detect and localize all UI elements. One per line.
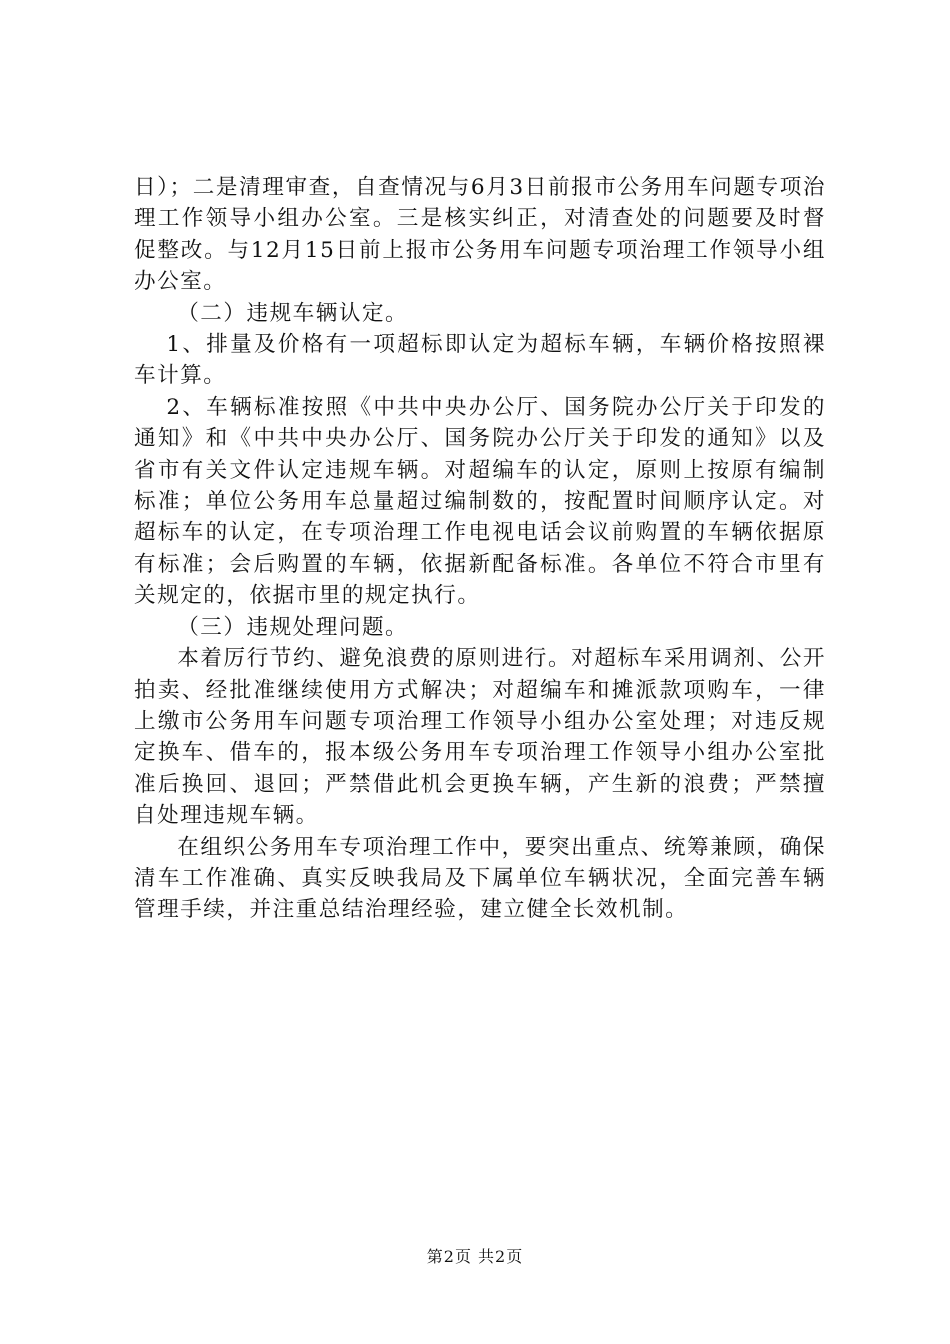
document-body [134, 172, 826, 926]
section-heading-3: （三）违规处理问题。 [177, 614, 409, 640]
paragraph-item-1: 1、排量及价格有一项超标即认定为超标车辆，车辆价格按照裸车计算。 [134, 332, 826, 389]
page-footer: 第2页 共2页 [426, 1247, 524, 1266]
section-heading-2: （二）违规车辆认定。 [177, 300, 409, 326]
paragraph-continued: 日）；二是清理审查，自查情况与6月3日前报市公务用车问题专项治理工作领导小组办公室。三是核实纠正，对清查处的问题要及时督促整改。与12月15日前上报市公务用车问题专项治理工作领导小组办公室。 [134, 175, 826, 295]
paragraph-item-2: 2、车辆标准按照《中共中央办公厅、国务院办公厅关于印发的通知》和《中共中央办公厅、国务院办公厅关于印发的通知》以及省市有关文件认定违规车辆。对超编车的认定，原则上按原有编制标准；单位公务用车总量超过编制数的，按配置时间顺序认定。对超标车的认定，在专项治理工作电视电话会议前购置的车辆依据原有标准；会后购置的车辆，依据新配备标准。各单位不符合市里有关规定的，依据市里的规定执行。 [134, 394, 826, 609]
paragraph-conclusion: 在组织公务用车专项治理工作中，要突出重点、统筹兼顾，确保清车工作准确、真实反映我局及下属单位车辆状况，全面完善车辆管理手续，并注重总结治理经验，建立健全长效机制。 [134, 834, 826, 923]
paragraph-handling: 本着厉行节约、避免浪费的原则进行。对超标车采用调剂、公开拍卖、经批准继续使用方式解决；对超编车和摊派款项购车，一律上缴市公务用车问题专项治理工作领导小组办公室处理；对违反规定换车、借车的，报本级公务用车专项治理工作领导小组办公室批准后换回、退回；严禁借此机会更换车辆，产生新的浪费；严禁擅自处理违规车辆。 [134, 646, 826, 829]
